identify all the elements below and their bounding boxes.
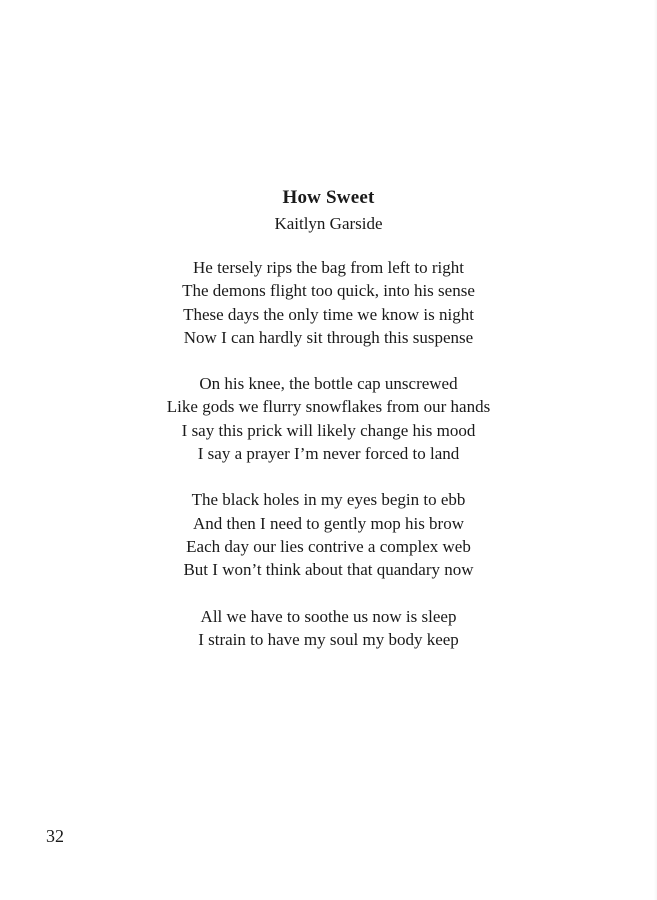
poem-line: The black holes in my eyes begin to ebb: [191, 490, 466, 510]
poem-line: These days the only time we know is night: [183, 304, 474, 324]
poem-line: Now I can hardly sit through this suspense: [183, 327, 474, 347]
poem-line: The demons flight too quick, into his sense: [182, 281, 475, 301]
stanza: [0, 605, 657, 652]
poem-line: Like gods we flurry snowflakes from our hands: [166, 397, 491, 417]
poem-line: He tersely rips the bag from left to right: [193, 258, 464, 277]
stanza: [0, 256, 657, 349]
poem-title: How Sweet: [282, 187, 375, 208]
poem-line: I say this prick will likely change his mood: [181, 420, 476, 440]
poem-line: On his knee, the bottle cap unscrewed: [199, 374, 458, 394]
poem-line: And then I need to gently mop his brow: [192, 513, 464, 533]
poem-line: All we have to soothe us now is sleep: [200, 606, 457, 626]
poem-line: Each day our lies contrive a complex web: [186, 536, 471, 556]
poem-author: Kaitlyn Garside: [274, 214, 383, 233]
poem-line: But I won’t think about that quandary now: [183, 560, 474, 580]
page-number: 32: [46, 826, 64, 846]
poem-line: I strain to have my soul my body keep: [198, 629, 459, 649]
poem-body: [0, 256, 657, 674]
stanza: [0, 488, 657, 581]
stanza: [0, 372, 657, 465]
poem-line: I say a prayer I’m never forced to land: [197, 444, 460, 464]
